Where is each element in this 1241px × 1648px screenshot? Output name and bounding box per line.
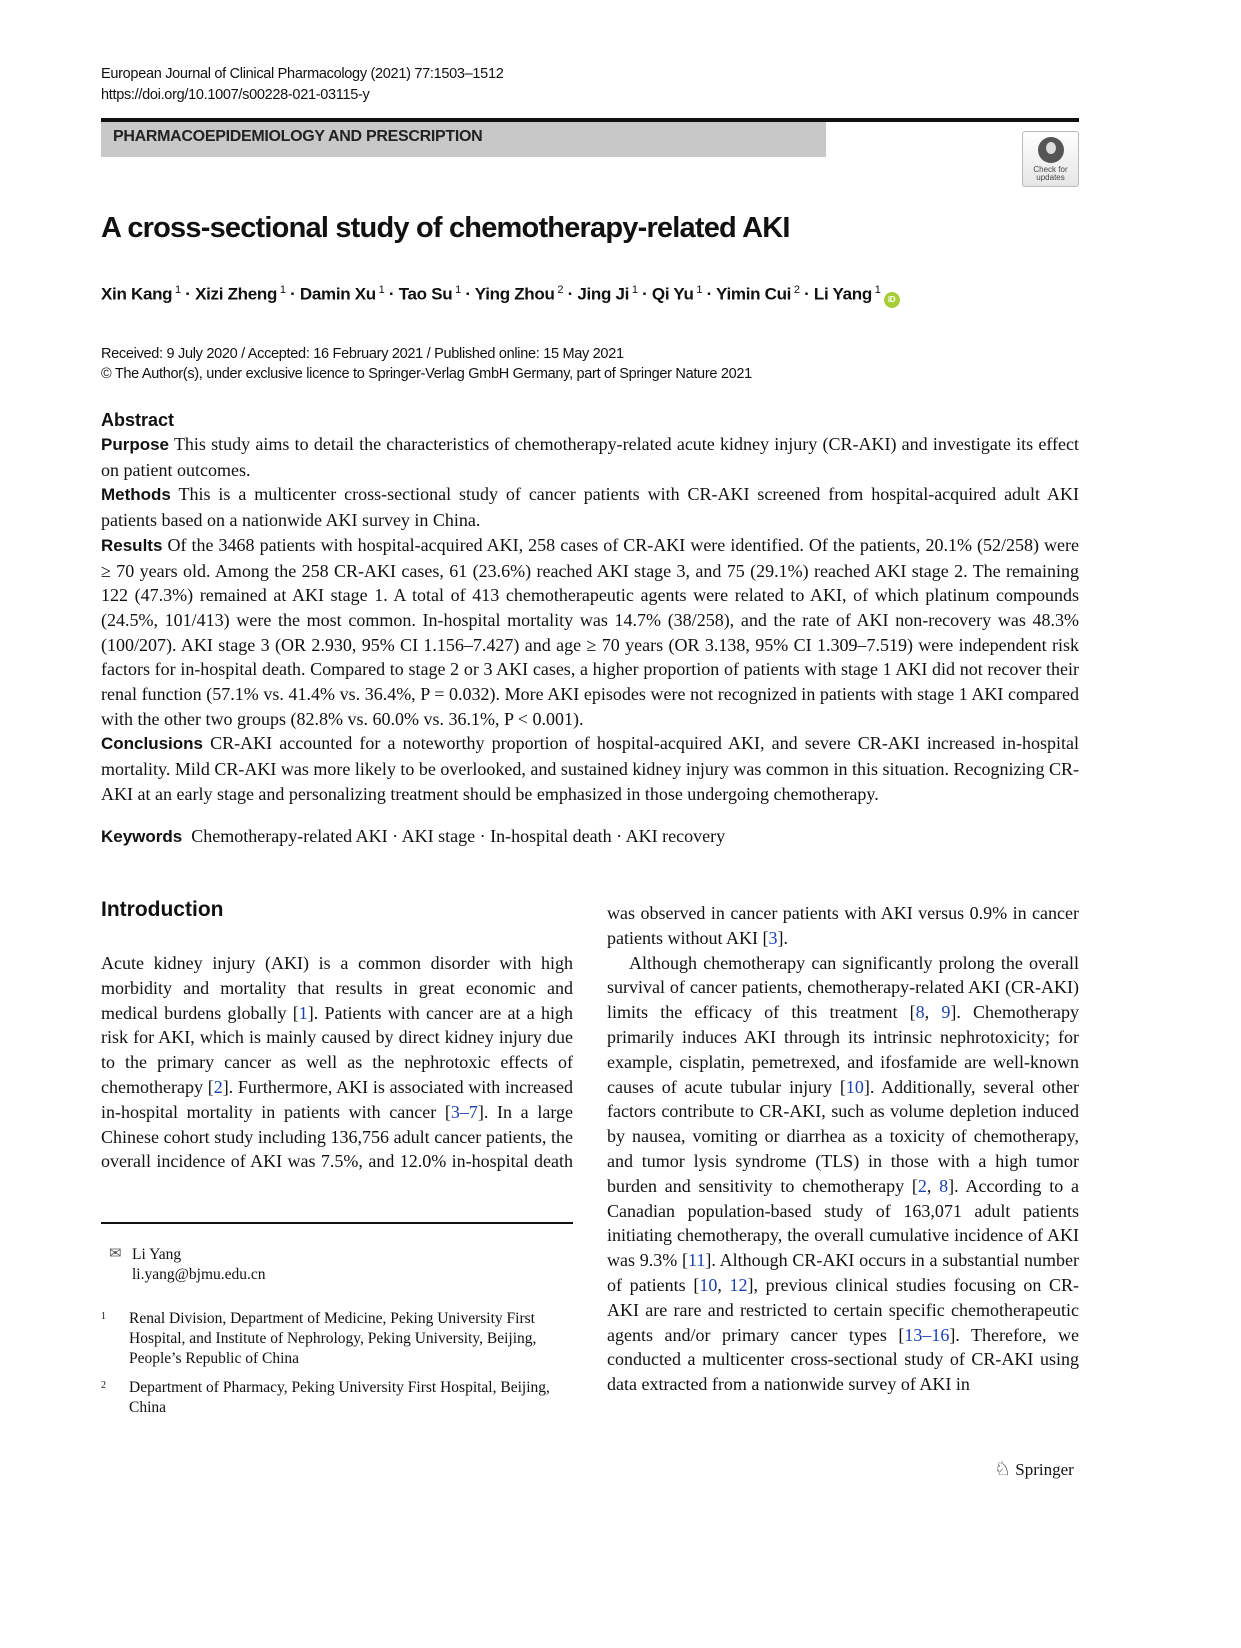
author-list — [101, 284, 900, 308]
citation-link[interactable]: 13–16 — [904, 1324, 950, 1345]
check-label: Check for — [1033, 165, 1068, 174]
purpose-text: This study aims to detail the characteristics of chemotherapy-related acute kidney injury (CR-AKI) and investigate its effect on patient outcomes. — [101, 434, 1079, 480]
publisher-name: Springer — [1015, 1460, 1074, 1479]
keywords-label: Keywords — [101, 827, 183, 846]
results-label: Results — [101, 535, 163, 555]
author-separator: · — [799, 284, 814, 304]
intro-paragraph — [101, 951, 573, 1175]
author-separator: · — [384, 284, 399, 304]
text-run: ]. In a large Chinese cohort study including 136,756 adult cancer patients, the overall incidence of AKI was 7.5%, and 12.0% in-hospital death — [101, 1101, 573, 1172]
methods-label: Methods — [101, 485, 171, 505]
intro-paragraph — [607, 951, 1079, 1397]
intro-paragraph — [607, 901, 1079, 951]
envelope-icon: ✉ — [109, 1246, 122, 1262]
author-affiliation: 1 — [629, 284, 638, 296]
citation-link[interactable]: 3 — [768, 927, 778, 948]
abstract-purpose — [101, 432, 1079, 482]
author-affiliation: 1 — [452, 284, 461, 296]
author-affiliation: 1 — [375, 284, 385, 296]
correspondent-email[interactable]: li.yang@bjmu.edu.cn — [132, 1266, 266, 1283]
crossmark-icon — [1038, 137, 1064, 163]
author-affiliation: 1 — [871, 284, 881, 296]
affiliation-number: 2 — [101, 1380, 106, 1391]
author-name[interactable]: Li Yang — [813, 284, 872, 304]
affiliation-1 — [101, 1309, 561, 1369]
text-run: Acute kidney injury (AKI) is a common disorder with high morbidity and mortality that results in great economic and medical burdens globally [ — [101, 953, 573, 1023]
citation-link[interactable]: 12 — [729, 1274, 748, 1295]
doi-link[interactable]: https://doi.org/10.1007/s00228-021-03115-y — [101, 87, 370, 103]
affiliation-2 — [101, 1378, 561, 1418]
author-affiliation: 1 — [693, 284, 703, 296]
check-for-updates-button[interactable] — [1022, 131, 1079, 187]
citation-link[interactable]: 11 — [687, 1250, 706, 1271]
keywords — [101, 824, 725, 849]
citation-link[interactable]: 8 — [939, 1175, 949, 1196]
springer-horse-icon: ♘ — [994, 1459, 1012, 1480]
text-run: , — [924, 1002, 942, 1023]
author-affiliation: 2 — [791, 284, 800, 296]
abstract-results — [101, 533, 1079, 732]
updates-label: updates — [1036, 173, 1065, 182]
citation-link[interactable]: 10 — [845, 1076, 864, 1097]
affiliation-number: 1 — [101, 1311, 106, 1322]
text-run: ]. — [777, 927, 788, 948]
text-run: ]. Furthermore, AKI is associated with increased in-hospital mortality in patients with cancer [ — [101, 1076, 573, 1122]
author-name[interactable]: Jing Ji — [577, 284, 630, 304]
text-run: ]. Chemotherapy primarily induces AKI through its intrinsic nephrotoxicity; for example, cisplatin, pemetrexed, and ifosfamide are well-known causes of acute tubular injury [ — [607, 1002, 1079, 1097]
author-separator: · — [460, 284, 475, 304]
author-affiliation: 1 — [172, 284, 181, 296]
author-separator: · — [563, 284, 578, 304]
text-run: , — [717, 1274, 730, 1295]
citation-link[interactable]: 8 — [915, 1002, 925, 1023]
correspondent-name: Li Yang — [132, 1246, 182, 1263]
copyright-line: © The Author(s), under exclusive licence to Springer-Verlag GmbH Germany, part of Springer Nature 2021 — [101, 366, 752, 382]
affiliation-text: Department of Pharmacy, Peking University First Hospital, Beijing, China — [129, 1379, 550, 1416]
text-run: , — [926, 1175, 940, 1196]
introduction-heading: Introduction — [101, 898, 224, 921]
affiliation-text: Renal Division, Department of Medicine, Peking University First Hospital, and Institute of Nephrology, Peking University, Beijing, People’s Republic of China — [129, 1310, 537, 1367]
journal-name: European Journal of Clinical Pharmacology (2021) 77:1503–1512 — [101, 66, 504, 82]
author-name[interactable]: Xin Kang — [101, 284, 173, 304]
correspondence — [101, 1245, 266, 1285]
conclusions-text: CR-AKI accounted for a noteworthy proportion of hospital-acquired AKI, and severe CR-AKI increased in-hospital mortality. Mild CR-AKI was more likely to be overlooked, and sustained kidney injury was common in this situation. Recognizing CR-AKI at an early stage and personalizing treatment should be emphasized in those undergoing chemotherapy. — [101, 733, 1079, 804]
author-separator: · — [702, 284, 717, 304]
springer-logo — [994, 1458, 1074, 1481]
citation-link[interactable]: 9 — [941, 1002, 951, 1023]
results-text: Of the 3468 patients with hospital-acquired AKI, 258 cases of CR-AKI were identified. Of the patients, 20.1% (52/258) were ≥ 70 years old. Among the 258 CR-AKI cases, 61 (23.6%) reached AKI stage 3, and 75 (29.1%) reached AKI stage 2. The remaining 122 (47.3%) remained at AKI stage 1. A total of 413 chemotherapeutic agents were related to AKI, of which platinum compounds (24.5%, 101/413) were the most common. In-hospital mortality was 14.7% (38/258), and the rate of AKI non-recovery was 48.3% (100/207). AKI stage 3 (OR 2.930, 95% CI 1.156–7.427) and age ≥ 70 years (OR 3.138, 95% CI 1.309–7.519) were independent risk factors for in-hospital death. Compared to stage 2 or 3 AKI cases, a higher proportion of patients with stage 1 AKI did not recover their renal function (57.1% vs. 41.4% vs. 36.4%, P = 0.032). More AKI episodes were not recognized in patients with stage 1 AKI compared with the other two groups (82.8% vs. 60.0% vs. 36.1%, P < 0.001). — [101, 534, 1079, 729]
abstract-heading: Abstract — [101, 410, 175, 430]
author-affiliation: 1 — [277, 284, 286, 296]
text-run: ], previous clinical studies focusing on CR-AKI are rare and restricted to certain specific chemotherapeutic agents and/or primary cancer types [ — [607, 1274, 1079, 1345]
author-name[interactable]: Qi Yu — [651, 284, 694, 304]
text-run: was observed in cancer patients with AKI versus 0.9% in cancer patients without AKI [ — [607, 902, 1079, 948]
citation-link[interactable]: 1 — [298, 1002, 308, 1023]
text-run: ]. Patients with cancer are at a high risk for AKI, which is mainly caused by direct kidney injury due to the primary cancer as well as the nephrotoxic effects of chemotherapy [ — [101, 1002, 573, 1097]
article-title: A cross-sectional study of chemotherapy-related AKI — [101, 212, 790, 244]
abstract — [101, 408, 1079, 807]
right-column — [607, 901, 1079, 1421]
abstract-methods — [101, 482, 1079, 532]
author-name[interactable]: Yimin Cui — [716, 284, 792, 304]
text-run: Although chemotherapy can significantly prolong the overall survival of cancer patients, chemotherapy-related AKI (CR-AKI) limits the efficacy of this treatment [ — [607, 952, 1079, 1023]
author-name[interactable]: Tao Su — [398, 284, 453, 304]
orcid-icon[interactable]: iD — [884, 292, 900, 308]
footnote-rule — [101, 1222, 573, 1224]
citation-link[interactable]: 10 — [699, 1274, 718, 1295]
conclusions-label: Conclusions — [101, 734, 204, 754]
left-column — [101, 951, 573, 1175]
author-separator: · — [285, 284, 300, 304]
author-separator: · — [637, 284, 652, 304]
citation-link[interactable]: 2 — [917, 1175, 927, 1196]
abstract-conclusions — [101, 731, 1079, 806]
section-label: PHARMACOEPIDEMIOLOGY AND PRESCRIPTION — [101, 122, 826, 157]
author-name[interactable]: Xizi Zheng — [195, 284, 278, 304]
text-run: ]. Although CR-AKI occurs in a substantial number of patients [ — [607, 1250, 1079, 1295]
text-run: ]. Therefore, we conducted a multicenter cross-sectional study of CR-AKI using data extracted from a nationwide survey of AKI in — [607, 1324, 1079, 1395]
author-affiliation: 2 — [554, 284, 564, 296]
publication-dates — [101, 344, 752, 384]
methods-text: This is a multicenter cross-sectional study of cancer patients with CR-AKI screened from hospital-acquired adult AKI patients based on a nationwide AKI survey in China. — [101, 484, 1079, 531]
text-run: ]. Additionally, several other factors contribute to CR-AKI, such as volume depletion induced by nausea, vomiting or diarrhea as a toxicity of chemotherapy, and tumor lysis syndrome (TLS) in those with a high tumor burden and sensitivity to chemotherapy [ — [607, 1076, 1079, 1196]
keywords-text: Chemotherapy-related AKI · AKI stage · In-hospital death · AKI recovery — [191, 826, 726, 846]
text-run: ]. According to a Canadian population-based study of 163,071 adult patients initiating chemotherapy, the overall cumulative incidence of AKI was 9.3% [ — [607, 1175, 1079, 1271]
author-name[interactable]: Ying Zhou — [474, 284, 555, 304]
dates-line: Received: 9 July 2020 / Accepted: 16 February 2021 / Published online: 15 May 2021 — [101, 346, 624, 362]
citation-link[interactable]: 3–7 — [450, 1101, 478, 1122]
journal-citation — [101, 64, 503, 106]
author-name[interactable]: Damin Xu — [299, 284, 376, 304]
purpose-label: Purpose — [101, 435, 170, 454]
author-separator: · — [180, 284, 196, 304]
citation-link[interactable]: 2 — [213, 1076, 223, 1097]
